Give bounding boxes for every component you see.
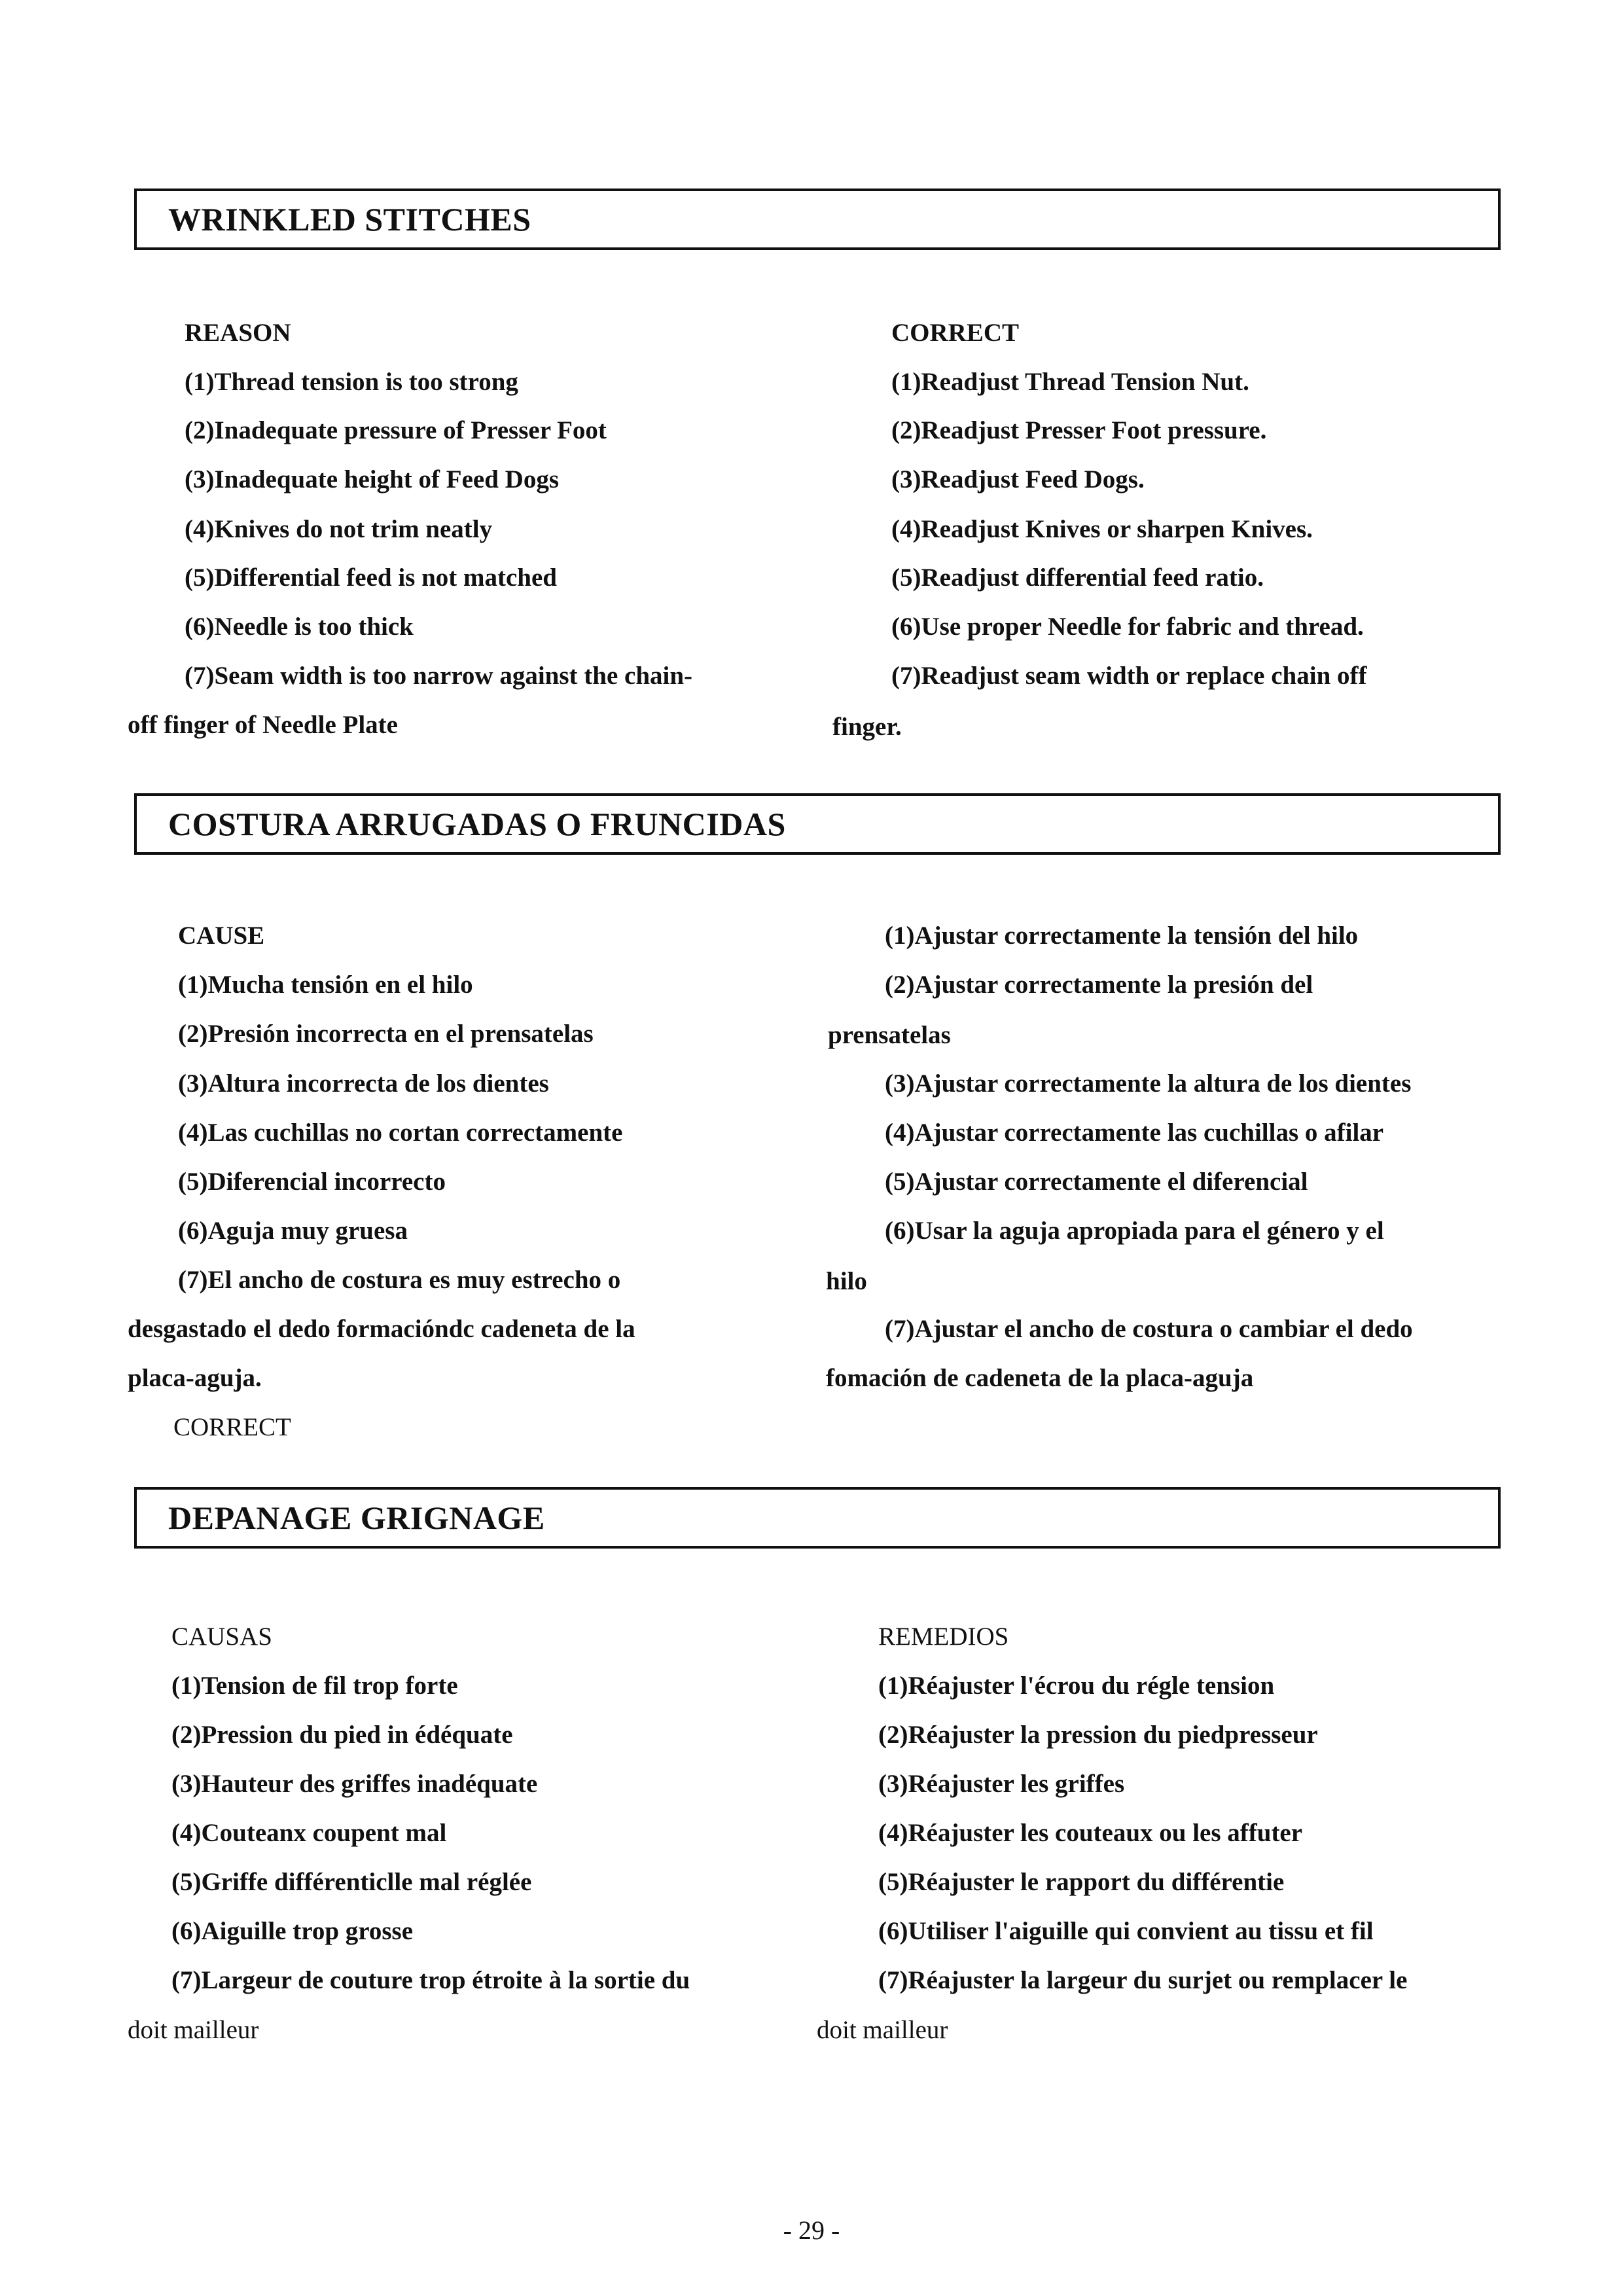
section-title-costura-arrugadas <box>134 793 1501 855</box>
reason-item: (6)Needle is too thick <box>185 613 414 641</box>
reason-item: (7)Seam width is too narrow against the chain- <box>185 662 693 690</box>
remedy-item: (7)Ajustar el ancho de costura o cambiar el dedo <box>885 1315 1413 1343</box>
remedio-item: (6)Utiliser l'aiguille qui convient au tissu et fil <box>878 1917 1374 1945</box>
correct-heading: CORRECT <box>891 319 1020 347</box>
correct-item: (2)Readjust Presser Foot pressure. <box>891 416 1267 444</box>
remedy-item: (5)Ajustar correctamente el diferencial <box>885 1168 1308 1196</box>
section-title-wrinkled-stitches <box>134 188 1501 250</box>
remedy-item: (4)Ajustar correctamente las cuchillas o afilar <box>885 1119 1384 1147</box>
cause-item: (2)Presión incorrecta en el prensatelas <box>178 1020 594 1048</box>
remedio-item: (7)Réajuster la largeur du surjet ou remplacer le <box>878 1966 1408 1994</box>
correct-item: (4)Readjust Knives or sharpen Knives. <box>891 515 1313 543</box>
page-number: - 29 - <box>783 2215 840 2245</box>
remedios-heading: REMEDIOS <box>878 1623 1009 1651</box>
causa-item: (2)Pression du pied in édéquate <box>171 1721 513 1749</box>
correct-item: (3)Readjust Feed Dogs. <box>891 465 1145 493</box>
reason-item-continuation: off finger of Needle Plate <box>128 711 398 739</box>
reason-item: (2)Inadequate pressure of Presser Foot <box>185 416 607 444</box>
causa-item: (1)Tension de fil trop forte <box>171 1672 458 1700</box>
reason-heading: REASON <box>185 319 291 347</box>
remedio-item: (4)Réajuster les couteaux ou les affuter <box>878 1819 1303 1847</box>
section-title-text: COSTURA ARRUGADAS O FRUNCIDAS <box>168 806 786 842</box>
remedio-item: (3)Réajuster les griffes <box>878 1770 1125 1798</box>
cause-item: (7)El ancho de costura es muy estrecho o <box>178 1266 621 1294</box>
reason-item: (5)Differential feed is not matched <box>185 564 557 592</box>
correct-item: (1)Readjust Thread Tension Nut. <box>891 368 1249 396</box>
reason-item: (4)Knives do not trim neatly <box>185 515 493 543</box>
remedy-item-continuation: prensatelas <box>828 1021 951 1049</box>
correct-item: (5)Readjust differential feed ratio. <box>891 564 1264 592</box>
remedy-item-continuation: fomación de cadeneta de la placa-aguja <box>826 1364 1254 1392</box>
cause-item: (1)Mucha tensión en el hilo <box>178 971 473 999</box>
cause-heading: CAUSE <box>178 922 265 950</box>
cause-item: (3)Altura incorrecta de los dientes <box>178 1069 549 1098</box>
remedy-item: (2)Ajustar correctamente la presión del <box>885 971 1313 999</box>
reason-item: (1)Thread tension is too strong <box>185 368 518 396</box>
causa-item: (4)Couteanx coupent mal <box>171 1819 447 1847</box>
cause-item: (4)Las cuchillas no cortan correctamente <box>178 1119 623 1147</box>
causa-item-continuation: doit mailleur <box>128 2016 259 2044</box>
remedy-item: (1)Ajustar correctamente la tensión del hilo <box>885 922 1359 950</box>
causas-heading: CAUSAS <box>171 1623 272 1651</box>
remedy-item: (3)Ajustar correctamente la altura de los dientes <box>885 1069 1412 1098</box>
cause-item-continuation: placa-aguja. <box>128 1364 262 1392</box>
remedy-item: (6)Usar la aguja apropiada para el género y el <box>885 1217 1384 1245</box>
remedio-item: (1)Réajuster l'écrou du régle tension <box>878 1672 1275 1700</box>
cause-item: (6)Aguja muy gruesa <box>178 1217 408 1245</box>
cause-item-continuation: desgastado el dedo formacióndc cadeneta de la <box>128 1315 635 1343</box>
correct-item: (7)Readjust seam width or replace chain off <box>891 662 1367 690</box>
section-title-text: WRINKLED STITCHES <box>168 201 531 238</box>
correct-item-continuation: finger. <box>832 713 902 741</box>
causa-item: (5)Griffe différenticlle mal réglée <box>171 1868 532 1896</box>
reason-item: (3)Inadequate height of Feed Dogs <box>185 465 559 493</box>
correct-item: (6)Use proper Needle for fabric and thread. <box>891 613 1364 641</box>
remedio-item-continuation: doit mailleur <box>817 2016 948 2044</box>
correct-label: CORRECT <box>173 1413 291 1441</box>
causa-item: (6)Aiguille trop grosse <box>171 1917 414 1945</box>
section-title-text: DEPANAGE GRIGNAGE <box>168 1499 545 1536</box>
causa-item: (3)Hauteur des griffes inadéquate <box>171 1770 538 1798</box>
remedio-item: (2)Réajuster la pression du piedpresseur <box>878 1721 1318 1749</box>
remedy-item-continuation: hilo <box>826 1267 867 1295</box>
remedio-item: (5)Réajuster le rapport du différentie <box>878 1868 1285 1896</box>
causa-item: (7)Largeur de couture trop étroite à la sortie du <box>171 1966 690 1994</box>
cause-item: (5)Diferencial incorrecto <box>178 1168 446 1196</box>
section-title-depanage-grignage <box>134 1487 1501 1549</box>
